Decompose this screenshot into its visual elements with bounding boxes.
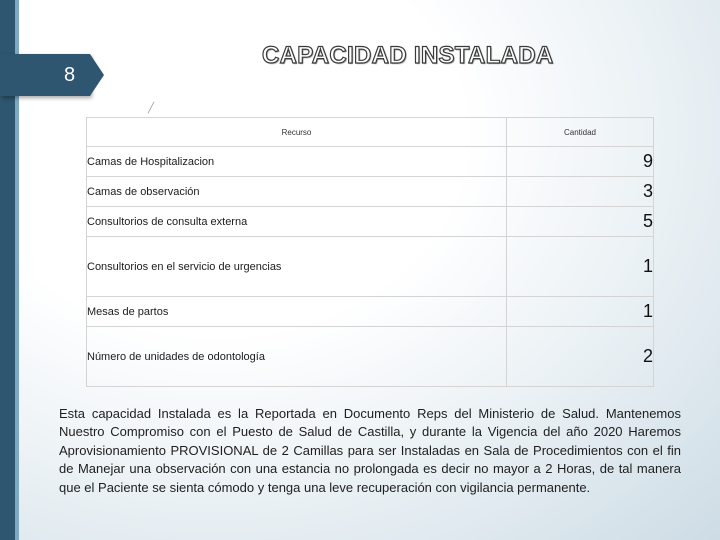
resource-name: Consultorios en el servicio de urgencias	[87, 237, 507, 297]
resource-quantity: 2	[507, 327, 654, 387]
resource-quantity: 3	[507, 177, 654, 207]
resource-name: Mesas de partos	[87, 297, 507, 327]
table-row	[87, 297, 654, 327]
table-row	[87, 207, 654, 237]
resource-quantity: 1	[507, 297, 654, 327]
slide-number-tab	[0, 54, 90, 96]
resource-name: Número de unidades de odontología	[87, 327, 507, 387]
header-resource: Recurso	[87, 118, 507, 147]
resource-quantity: 9	[507, 147, 654, 177]
table-row	[87, 237, 654, 297]
table-row	[87, 177, 654, 207]
table-row	[87, 327, 654, 387]
resource-quantity: 5	[507, 207, 654, 237]
header-quantity: Cantidad	[507, 118, 654, 147]
resource-name: Camas de observación	[87, 177, 507, 207]
table-header-row	[87, 118, 654, 147]
slide-title: CAPACIDAD INSTALADA	[262, 42, 554, 69]
slide-number: 8	[64, 63, 76, 86]
capacity-table	[86, 117, 654, 387]
resource-name: Camas de Hospitalizacion	[87, 147, 507, 177]
table-row	[87, 147, 654, 177]
resource-quantity: 1	[507, 237, 654, 297]
note-paragraph: Esta capacidad Instalada es la Reportada en Documento Reps del Ministerio de Salud. Mantenemos Nuestro Compromiso con el Puesto de Salud de Castilla, y durante la Vigencia del año 2020 Haremos Aprovisionamiento PROVISIONAL de 2 Camillas para ser Instaladas en Sala de Procedimientos con el fin de Manejar una observación con una estancia no prolongada es decir no mayor a 2 Horas, de tal manera que el Paciente se sienta cómodo y tenga una leve recuperación con vigilancia permanente.	[59, 406, 681, 495]
decorative-tick-icon: ╱	[148, 103, 155, 114]
resource-name: Consultorios de consulta externa	[87, 207, 507, 237]
